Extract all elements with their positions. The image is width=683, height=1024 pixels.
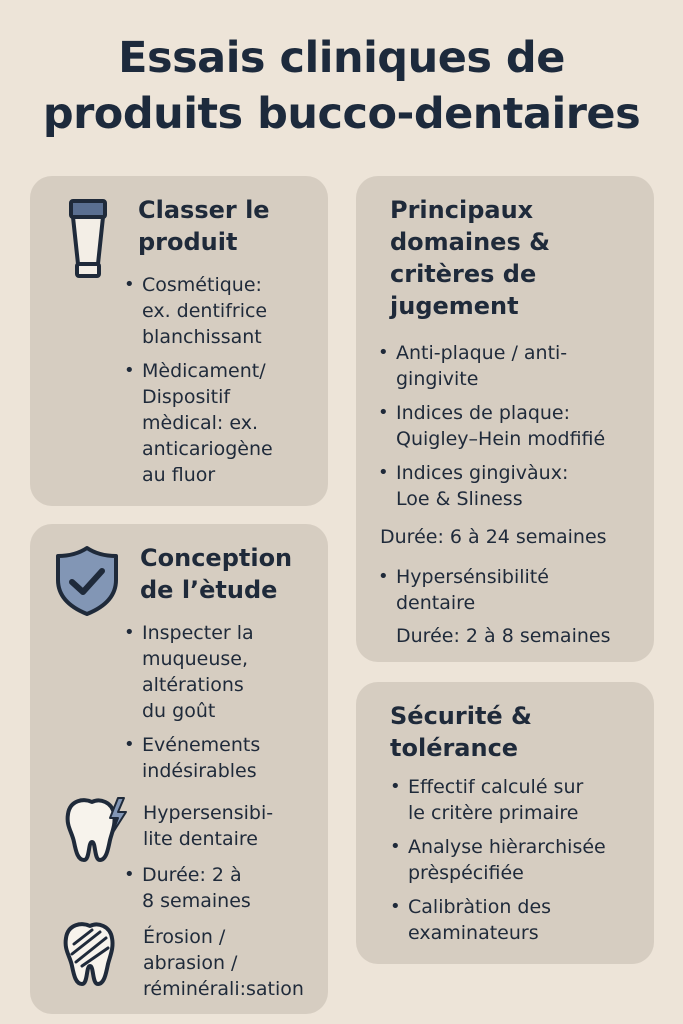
list-item-line: gingivite <box>396 368 479 390</box>
toothpaste-tube-icon <box>68 198 108 280</box>
card-title <box>390 700 532 764</box>
list-item <box>124 620 324 724</box>
list-item <box>378 564 648 616</box>
list-item-line: muqueuse, <box>142 648 249 670</box>
list-item-line: • Effectif calculé sur <box>408 776 584 798</box>
bullet-list <box>124 862 324 922</box>
text-line: Hypersensibi- <box>143 802 274 824</box>
list-item-line: le critère primaire <box>408 802 579 824</box>
list-item-line: • Cosmétique: <box>142 274 262 296</box>
list-item <box>390 834 650 886</box>
list-item-line: • Durée: 2 à <box>142 864 242 886</box>
page-title-line-2: produits bucco-dentaires <box>42 89 641 139</box>
card-title <box>390 194 550 322</box>
card-title-line: Sécurité & <box>390 702 532 730</box>
list-item-line: • Hypersénsibilité <box>396 566 549 588</box>
list-item-line: 8 semaines <box>142 890 251 912</box>
shield-check-icon <box>54 544 120 618</box>
list-item-line: mèdical: ex. <box>142 412 258 434</box>
duree-text: Durée: 2 à 8 semaines <box>396 625 611 647</box>
list-item-line: • Mèdicament/ <box>142 360 266 382</box>
card-title-line: critères de <box>390 260 537 288</box>
list-item-line: • Indices gingivàux: <box>396 462 569 484</box>
text-line: abrasion / <box>143 952 238 974</box>
list-item-line: ex. dentifrice <box>142 300 268 322</box>
duree-text: Durée: 6 à 24 semaines <box>380 526 607 548</box>
list-item-line: altérations <box>142 674 244 696</box>
page-title-line-1: Essais cliniques de <box>118 33 565 83</box>
card-conception-etude <box>30 524 328 1014</box>
card-title <box>140 542 292 606</box>
list-item <box>124 358 324 488</box>
list-item-line: • Analyse hièrarchisée <box>408 836 606 858</box>
card-title-line: domaines & <box>390 228 551 256</box>
page-title <box>0 30 683 142</box>
card-title-line: tolérance <box>390 734 519 762</box>
card-title-line: Principaux <box>390 196 534 224</box>
card-title <box>138 194 270 258</box>
list-item-line: prèspécifiée <box>408 862 524 884</box>
text-line: Érosion / <box>143 926 226 948</box>
bullet-list <box>124 272 324 496</box>
list-item-line: au fluor <box>142 464 216 486</box>
card-title-line: Conception <box>140 544 293 572</box>
list-item-line: Dispositif <box>142 386 231 408</box>
list-item-line: • Evénements <box>142 734 261 756</box>
list-item-line: • Anti-plaque / anti- <box>396 342 568 364</box>
text-line: réminérali:sation <box>143 978 304 1000</box>
hypersensibilite-text <box>143 800 273 852</box>
card-securite-tolerance <box>356 682 654 964</box>
list-item-line: blanchissant <box>142 326 262 348</box>
list-item-line: indésirables <box>142 760 257 782</box>
list-item-line: Loe & Sliness <box>396 488 523 510</box>
list-item-line: • Calibràtion des <box>408 896 552 918</box>
list-item-line: du goût <box>142 700 216 722</box>
tooth-erosion-icon <box>62 920 126 990</box>
card-title-line: Classer le <box>138 196 270 224</box>
list-item-line: • Inspecter la <box>142 622 254 644</box>
bullet-list <box>378 340 648 520</box>
bullet-list <box>124 620 324 792</box>
tooth-lightning-icon <box>62 796 132 866</box>
list-item <box>124 732 324 784</box>
list-item <box>390 894 650 946</box>
list-item-line: anticariogène <box>142 438 273 460</box>
list-item-line: examinateurs <box>408 922 539 944</box>
card-classer-produit <box>30 176 328 506</box>
card-title-line: de l’ètude <box>140 576 278 604</box>
card-title-line: produit <box>138 228 238 256</box>
list-item <box>124 862 324 914</box>
list-item <box>378 460 648 512</box>
list-item-line: Quigley–Hein modfifié <box>396 428 606 450</box>
list-item-line: dentaire <box>396 592 476 614</box>
bullet-list <box>390 774 650 954</box>
list-item-line: • Indices de plaque: <box>396 402 571 424</box>
text-line: lite dentaire <box>143 828 258 850</box>
bullet-list <box>378 564 648 624</box>
list-item <box>390 774 650 826</box>
card-principaux-domaines <box>356 176 654 662</box>
list-item <box>378 340 648 392</box>
list-item <box>378 400 648 452</box>
card-title-line: jugement <box>390 292 519 320</box>
list-item <box>124 272 324 350</box>
erosion-text <box>143 924 304 1002</box>
